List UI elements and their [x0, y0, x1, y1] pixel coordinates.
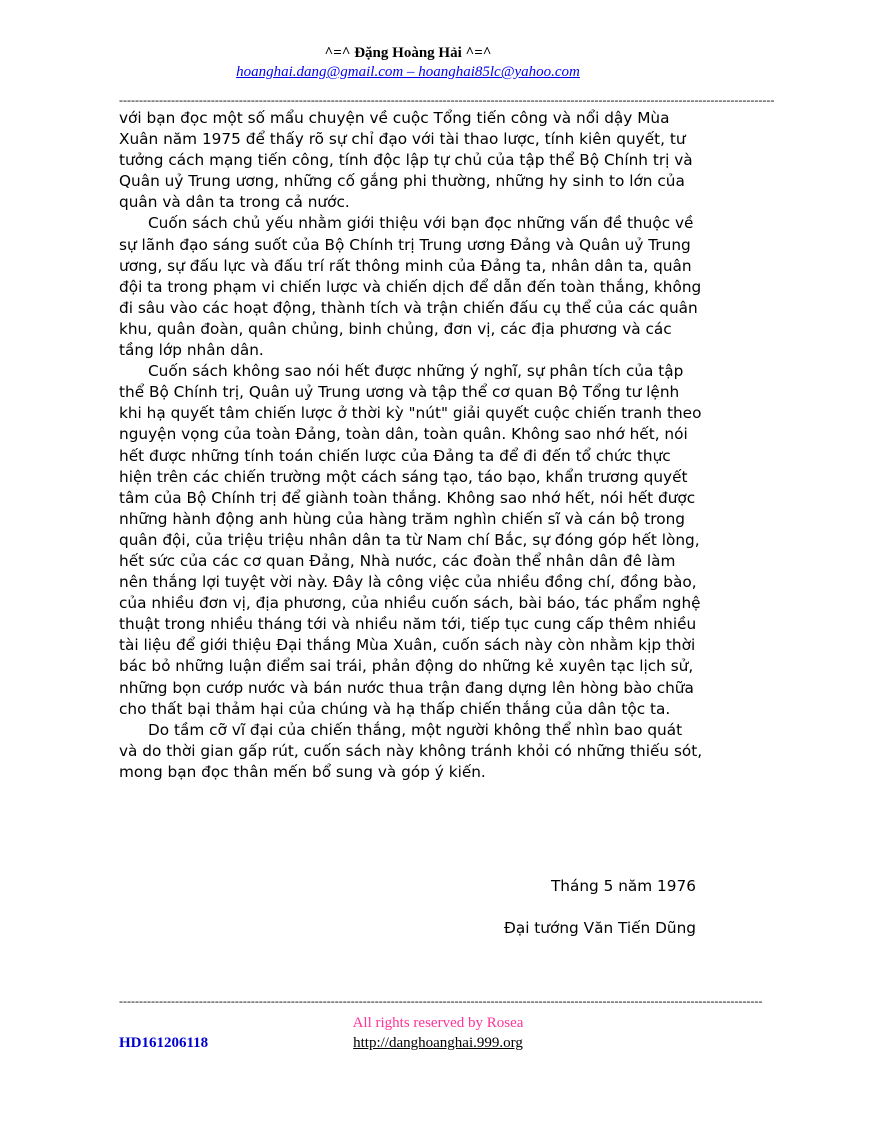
footer-document-code: HD161206118	[119, 1035, 209, 1051]
paragraph-4: Do tầm cỡ vĩ đại của chiến thắng, một người không thể nhìn bao quát và do thời gian gấp rút, cuốn sách này không tránh khỏi có những thiếu sót, mong bạn đọc thân mến bổ sung và góp ý kiến.	[119, 720, 703, 781]
footer-divider: -----------------------------------------------------------------------------------------------------------------------------------------------------------------	[119, 994, 763, 1008]
header-title: ^=^ Đặng Hoàng Hải ^=^	[324, 45, 492, 61]
signature-date: Tháng 5 năm 1976	[550, 877, 696, 895]
header-email-links[interactable]: hoanghai.dang@gmail.com – hoanghai85lc@yahoo.com	[236, 64, 580, 80]
document-body	[119, 108, 704, 783]
header-divider: --------------------------------------------------------------------------------------------------------------------------------------------------------------------	[119, 93, 775, 107]
page-header	[0, 44, 816, 82]
paragraph-3: Cuốn sách không sao nói hết được những ý nghĩ, sự phân tích của tập thể Bộ Chính trị, Quân uỷ Trung ương và tập thể cơ quan Bộ Tổng tư lệnh khi hạ quyết tâm chiến lược ở thời kỳ "nút" giải quyết cuộc chiến tranh theo nguyện vọng của toàn Đảng, toàn dân, toàn quân. Không sao nhớ hết, nói hết được những tính toán chiến lược của Đảng ta để đi đến tổ chức thực hiện trên các chiến trường một cách sáng tạo, táo bạo, khẩn trương quyết tâm của Bộ Chính trị để giành toàn thắng. Không sao nhớ hết, nói hết được những hành động anh hùng của hàng trăm nghìn chiến sĩ và cán bộ trong quân đội, của triệu triệu nhân dân ta từ Nam chí Bắc, sự đóng góp hết lòng, hết sức của các cơ quan Đảng, Nhà nước, các đoàn thể nhân dân đê làm nên thắng lợi tuyệt vời này. Đây là công việc của nhiều đồng chí, đồng bào, của nhiều đơn vị, địa phương, của nhiều cuốn sách, bài báo, tác phẩm nghệ thuật trong nhiều tháng tới và nhiều năm tới, tiếp tục cung cấp thêm nhiều tài liệu để giới thiệu Đại thắng Mùa Xuân, cuốn sách này còn nhằm kịp thời bác bỏ những luận điểm sai trái, phản động do những kẻ xuyên tạc lịch sử, những bọn cướp nước và bán nước thua trận đang dựng lên hòng bào chữa cho thất bại thảm hại của chúng và hạ thấp chiến thắng của dân tộc ta.	[119, 362, 702, 718]
signature-author: Đại tướng Văn Tiến Dũng	[503, 919, 696, 937]
footer-website-link[interactable]: http://danghoanghai.999.org	[353, 1035, 523, 1051]
paragraph-2: Cuốn sách chủ yếu nhằm giới thiệu với bạn đọc những vấn đề thuộc về sự lãnh đạo sáng suốt của Bộ Chính trị Trung ương Đảng và Quân uỷ Trung ương, sự đấu lực và đấu trí rất thông minh của Đảng ta, nhân dân ta, quân đội ta trong phạm vi chiến lược và chiến dịch để dẫn đến toàn thắng, không đi sâu vào các hoạt động, thành tích và trận chiến đấu cụ thể của các quân khu, quân đoàn, quân chủng, binh chủng, đơn vị, các địa phương và các tầng lớp nhân dân.	[119, 214, 702, 360]
paragraph-1: với bạn đọc một số mẩu chuyện về cuộc Tổng tiến công và nổi dậy Mùa Xuân năm 1975 để thấy rõ sự chỉ đạo với tài thao lược, tính kiên quyết, tư tưởng cách mạng tiến công, tính độc lập tự chủ của tập thể Bộ Chính trị và Quân uỷ Trung ương, những cố gắng phi thường, những hy sinh to lớn của quân và dân ta trong cả nước.	[119, 109, 693, 212]
footer-rights-text: All rights reserved by Rosea	[352, 1015, 524, 1031]
